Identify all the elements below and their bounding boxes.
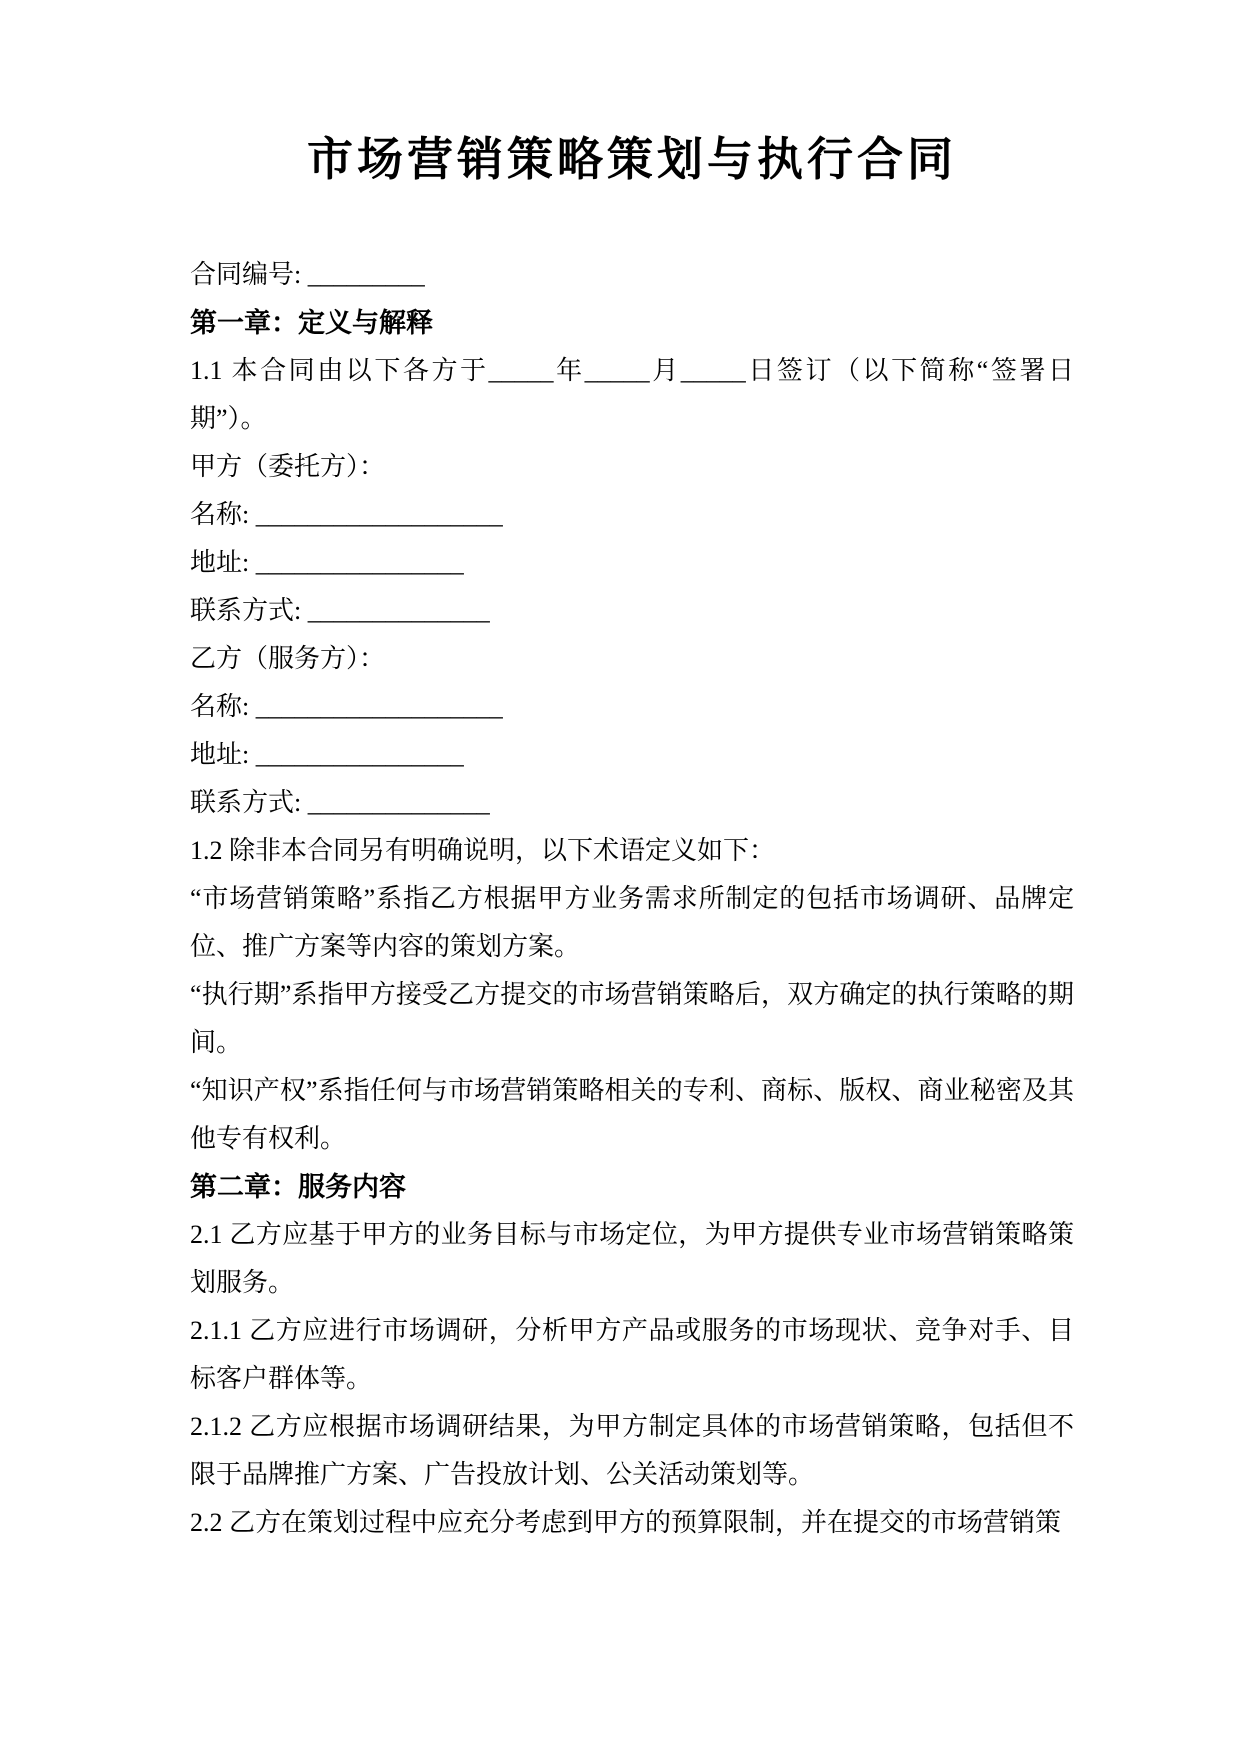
clause-1-2: 1.2 除非本合同另有明确说明，以下术语定义如下： [190,836,776,865]
document-title: 市场营销策略策划与执行合同 [307,134,957,185]
definition-marketing-strategy: “市场营销策略”系指乙方根据甲方业务需求所制定的包括市场调研、品牌定位、推广方案等内容的策划方案。 [190,884,1074,961]
chapter-1-heading: 第一章：定义与解释 [190,308,433,338]
party-b-label: 乙方（服务方）： [190,644,386,673]
party-a-contact-field: 联系方式: ______________ [190,596,490,625]
contract-number-line: 合同编号: _________ [190,260,425,289]
contract-document [190,0,1074,1547]
definition-execution-period: “执行期”系指甲方接受乙方提交的市场营销策略后，双方确定的执行策略的期间。 [190,980,1074,1057]
party-a-name-field: 名称: ___________________ [190,500,503,529]
clause-2-1-1: 2.1.1 乙方应进行市场调研，分析甲方产品或服务的市场现状、竞争对手、目标客户群体等。 [190,1316,1074,1393]
party-a-address-field: 地址: ________________ [190,548,464,577]
party-b-name-field: 名称: ___________________ [190,692,503,721]
party-b-contact-field: 联系方式: ______________ [190,788,490,817]
clause-1-1: 1.1 本合同由以下各方于_____年_____月_____日签订（以下简称“签署日期”）。 [190,356,1074,433]
clause-2-2-partial: 2.2 乙方在策划过程中应充分考虑到甲方的预算限制，并在提交的市场营销策 [190,1508,1062,1537]
chapter-2-heading: 第二章：服务内容 [190,1172,406,1202]
definition-intellectual-property: “知识产权”系指任何与市场营销策略相关的专利、商标、版权、商业秘密及其他专有权利。 [190,1076,1074,1153]
clause-2-1-2: 2.1.2 乙方应根据市场调研结果，为甲方制定具体的市场营销策略，包括但不限于品牌推广方案、广告投放计划、公关活动策划等。 [190,1412,1074,1489]
party-b-address-field: 地址: ________________ [190,740,464,769]
clause-2-1: 2.1 乙方应基于甲方的业务目标与市场定位，为甲方提供专业市场营销策略策划服务。 [190,1220,1074,1297]
party-a-label: 甲方（委托方）： [190,452,386,481]
